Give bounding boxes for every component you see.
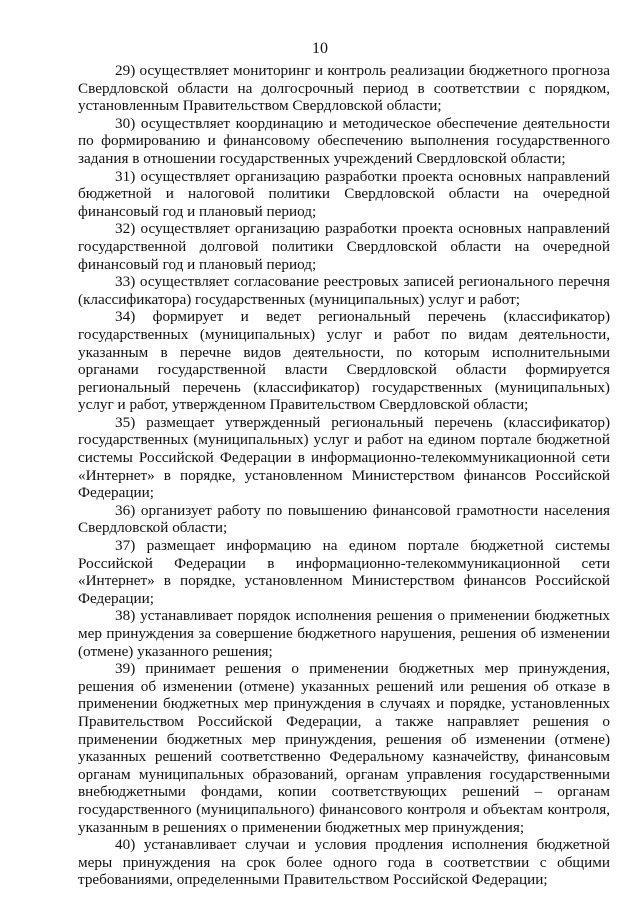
document-body xyxy=(78,62,610,889)
paragraph-31: 31) осуществляет организацию разработки проекта основных направлений бюджетной и налоговой политики Свердловской области на очередной финансовый год и плановый период; xyxy=(78,167,610,220)
paragraph-32: 32) осуществляет организацию разработки проекта основных направлений государственной долговой политики Свердловской области на очередной финансовый год и плановый период; xyxy=(78,220,610,273)
paragraph-30: 30) осуществляет координацию и методическое обеспечение деятельности по формированию и финансовому обеспечению выполнения государственного задания в отношении государственных учреждений Свердловской области; xyxy=(78,114,610,167)
paragraph-40: 40) устанавливает случаи и условия продления исполнения бюджетной меры принуждения на срок более одного года в соответствии с общими требованиями, определенными Правительством Российской Федерации; xyxy=(78,836,610,889)
paragraph-37: 37) размещает информацию на едином портале бюджетной системы Российской Федерации в информационно-телекоммуникационной сети «Интернет» в порядке, установленном Министерством финансов Российской Федерации; xyxy=(78,537,610,607)
paragraph-29: 29) осуществляет мониторинг и контроль реализации бюджетного прогноза Свердловской области на долгосрочный период в соответствии с порядком, установленным Правительством Свердловской области; xyxy=(78,62,610,115)
paragraph-33: 33) осуществляет согласование реестровых записей регионального перечня (классификатора) государственных (муниципальных) услуг и работ; xyxy=(78,273,610,308)
paragraph-35: 35) размещает утвержденный региональный перечень (классификатор) государственных (муниципальных) услуг и работ на едином портале бюджетной системы Российской Федерации в информационно-телекоммуникационной сети «Интернет» в порядке, установленном Министерством финансов Российской Федерации; xyxy=(78,413,610,502)
paragraph-39: 39) принимает решения о применении бюджетных мер принуждения, решения об изменении (отмене) указанных решений или решения об отказе в применении бюджетных мер принуждения в случаях и порядке, установленных Правительством Российской Федерации, а также направляет решения о применении бюджетных мер принуждения, решения об изменении (отмене) указанных решений соответственно Федеральному казначейству, финансовым органам муниципальных образований, органам управления государственными внебюджетными фондами, копии соответствующих решений – органам государственного (муниципального) финансового контроля и объектам контроля, указанным в решениях о применении бюджетных мер принуждения; xyxy=(78,660,610,836)
paragraph-36: 36) организует работу по повышению финансовой грамотности населения Свердловской области; xyxy=(78,501,610,537)
page-number: 10 xyxy=(312,40,328,57)
paragraph-38: 38) устанавливает порядок исполнения решения о применении бюджетных мер принуждения за совершение бюджетного нарушения, решения об изменении (отмене) указанного решения; xyxy=(78,607,610,660)
paragraph-34: 34) формирует и ведет региональный перечень (классификатор) государственных (муниципальных) услуг и работ по видам деятельности, указанным в перечне видов деятельности, по которым исполнительными органами государственной власти Свердловской области формируется региональный перечень (классификатор) государственных (муниципальных) услуг и работ, утвержденном Правительством Свердловской области; xyxy=(78,308,610,414)
